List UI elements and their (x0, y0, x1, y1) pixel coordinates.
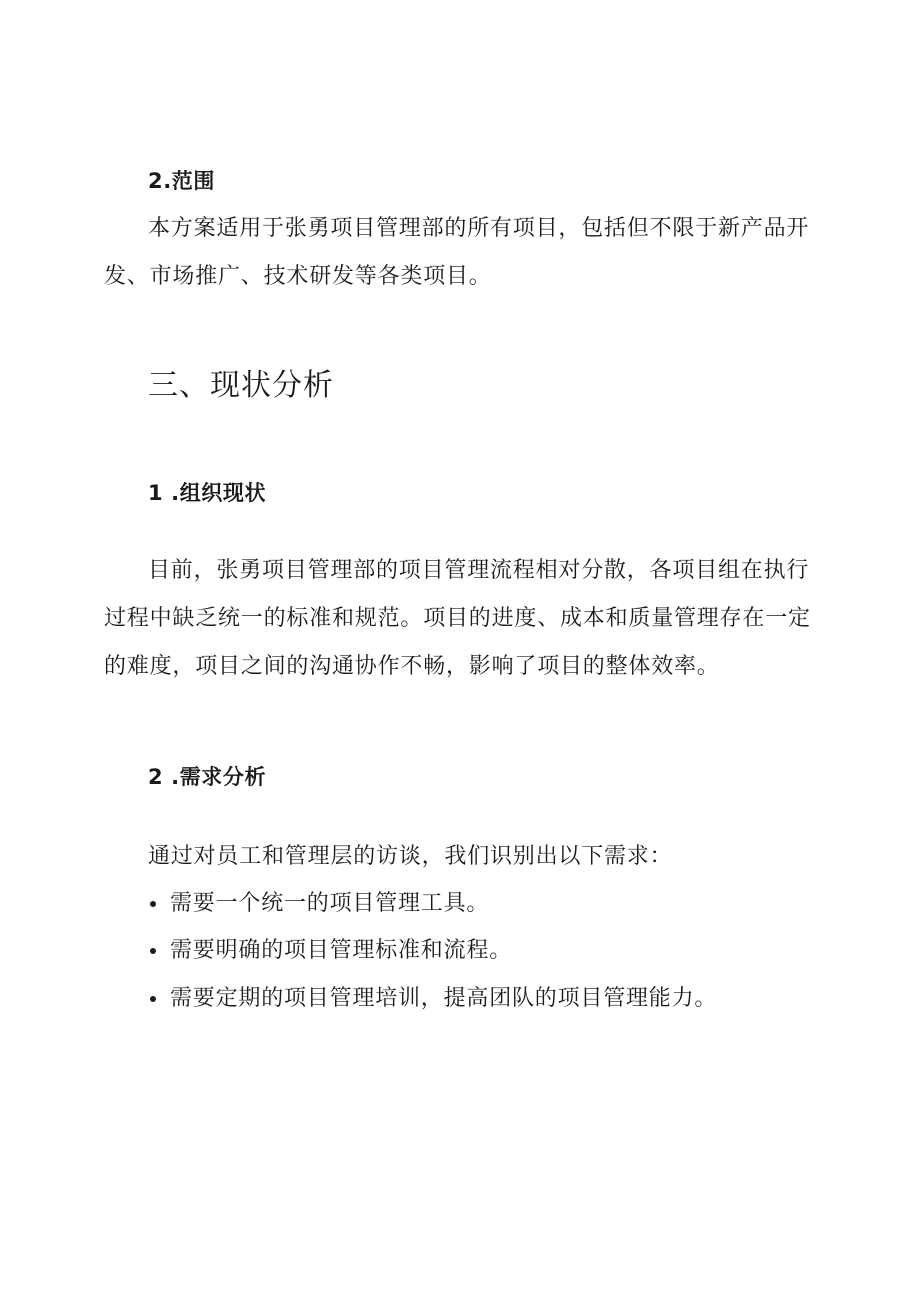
needs-item-text: 需要定期的项目管理培训，提高团队的项目管理能力。 (170, 986, 718, 1011)
org-paragraph-line-3: 的难度，项目之间的沟通协作不畅，影响了项目的整体效率。 (104, 654, 720, 679)
bullet-icon (150, 948, 156, 954)
org-paragraph-line-2: 过程中缺乏统一的标准和规范。项目的进度、成本和质量管理存在一定 (104, 606, 811, 631)
needs-intro: 通过对员工和管理层的访谈，我们识别出以下需求： (148, 844, 673, 869)
bullet-icon (150, 996, 156, 1002)
org-status-heading: 1 .组织现状 (148, 481, 267, 505)
needs-list-item (150, 984, 717, 1014)
scope-paragraph-line-2: 发、市场推广、技术研发等各类项目。 (104, 264, 492, 289)
needs-list-item (150, 889, 489, 919)
needs-heading: 2 .需求分析 (148, 765, 267, 789)
section-three-heading: 三、现状分析 (148, 368, 334, 403)
scope-heading: 2.范围 (148, 169, 215, 193)
needs-item-text: 需要明确的项目管理标准和流程。 (170, 938, 513, 963)
needs-list-item (150, 936, 512, 966)
scope-paragraph-line-1: 本方案适用于张勇项目管理部的所有项目，包括但不限于新产品开 (148, 216, 810, 241)
needs-item-text: 需要一个统一的项目管理工具。 (170, 891, 490, 916)
org-paragraph-line-1: 目前，张勇项目管理部的项目管理流程相对分散，各项目组在执行 (148, 558, 810, 583)
bullet-icon (150, 901, 156, 907)
